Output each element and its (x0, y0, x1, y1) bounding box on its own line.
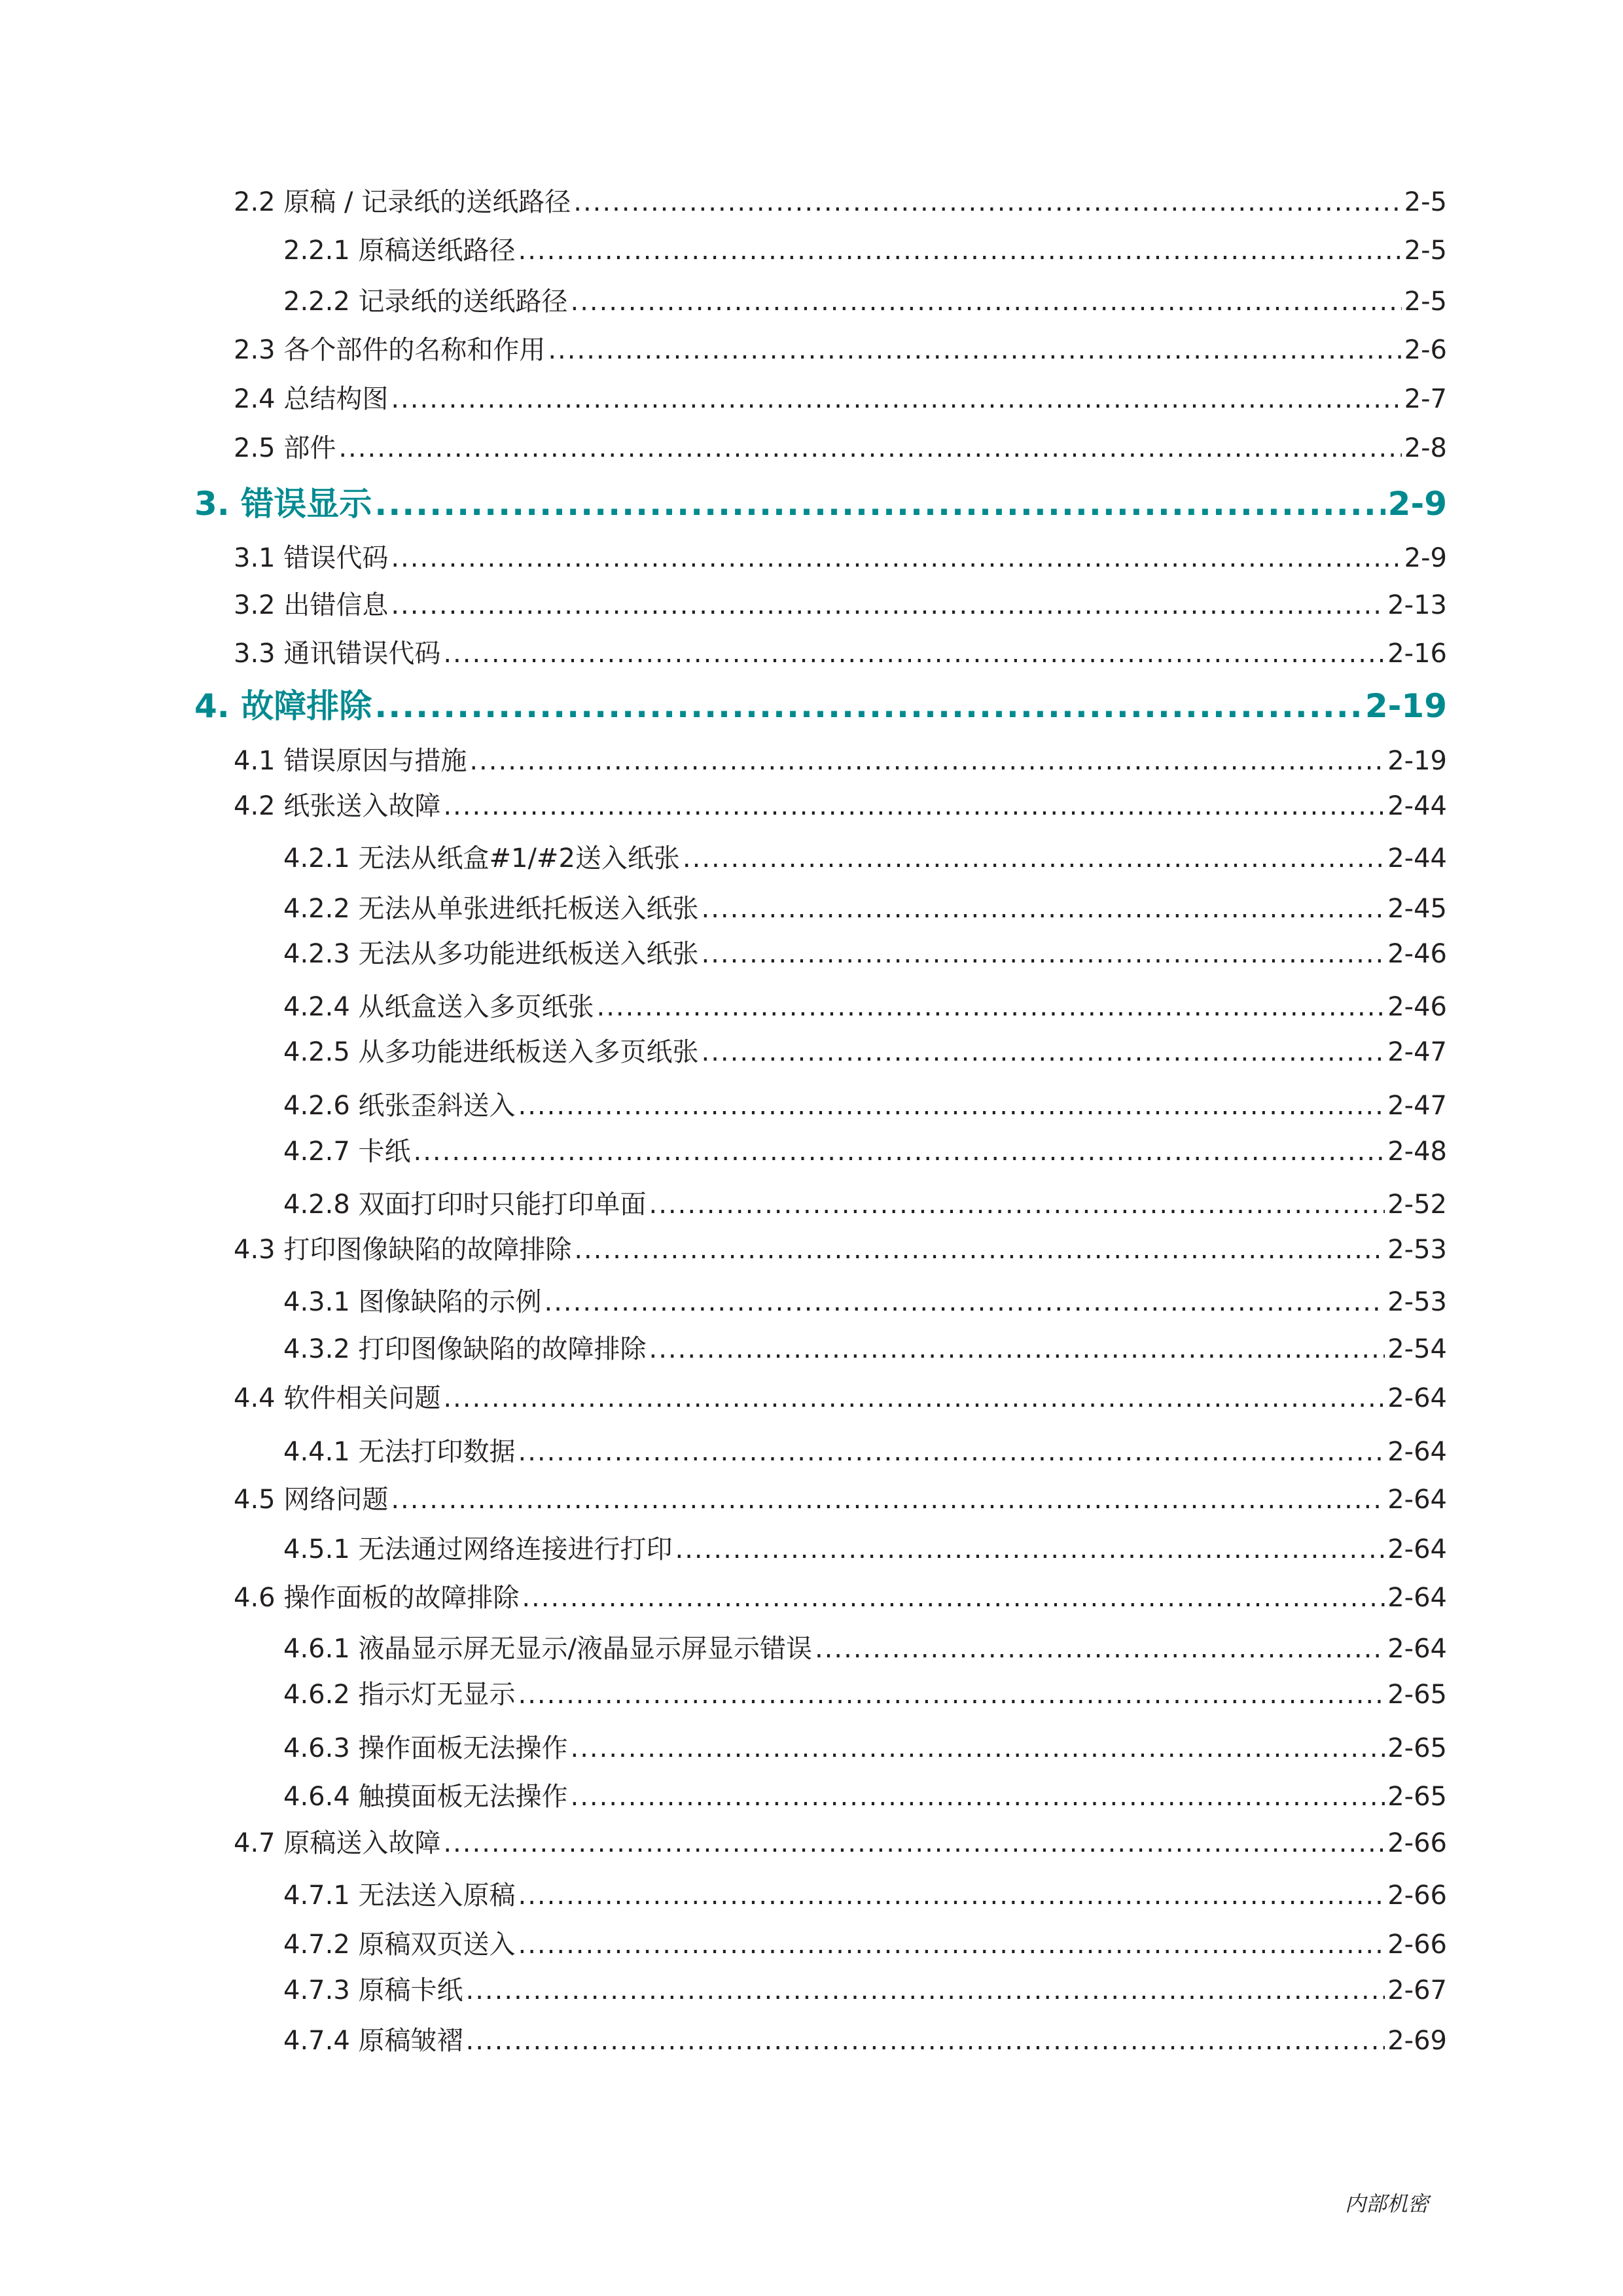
dot-leader (815, 1629, 1385, 1669)
dot-leader (597, 987, 1385, 1027)
toc-entry[interactable] (283, 1282, 1447, 1322)
dot-leader (518, 1876, 1385, 1915)
toc-entry-title: 3.3 通讯错误代码 (234, 639, 441, 669)
toc-entry-title: 4.2.7 卡纸 (283, 1137, 411, 1167)
toc-entry-title: 4.7.2 原稿双页送入 (283, 1930, 516, 1960)
dot-leader (443, 1824, 1385, 1863)
toc-entry[interactable] (234, 786, 1447, 826)
toc-entry-page-number: 2-46 (1387, 992, 1447, 1022)
dot-leader (574, 1230, 1385, 1269)
toc-entry[interactable] (234, 1379, 1447, 1418)
toc-entry[interactable] (234, 380, 1447, 419)
dot-leader (675, 1530, 1385, 1569)
toc-entry-title: 4.7.4 原稿皱褶 (283, 2026, 463, 2056)
dot-leader (683, 839, 1385, 878)
toc-entry-title: 4.2.8 双面打印时只能打印单面 (283, 1190, 647, 1220)
toc-entry-title: 4.3.1 图像缺陷的示例 (283, 1287, 542, 1317)
toc-entry-title: 2.3 各个部件的名称和作用 (234, 335, 546, 365)
toc-entry-page-number: 2-5 (1404, 287, 1447, 317)
dot-leader (391, 1480, 1385, 1519)
toc-entry[interactable] (283, 1729, 1447, 1768)
toc-entry-title: 4.4 软件相关问题 (234, 1383, 441, 1413)
toc-entry-title: 2.2 原稿 / 记录纸的送纸路径 (234, 187, 571, 217)
dot-leader (518, 1432, 1385, 1472)
toc-entry-title: 4.6.3 操作面板无法操作 (283, 1733, 568, 1763)
toc-entry-page-number: 2-54 (1387, 1334, 1447, 1364)
dot-leader (649, 1185, 1385, 1224)
toc-entry[interactable] (234, 1230, 1447, 1269)
toc-entry[interactable] (234, 183, 1447, 222)
toc-entry-page-number: 2-66 (1387, 1828, 1447, 1858)
toc-entry[interactable] (234, 1824, 1447, 1863)
toc-entry-title: 4.6.2 指示灯无显示 (283, 1680, 516, 1710)
dot-leader (391, 539, 1401, 578)
toc-entry[interactable] (283, 1530, 1447, 1569)
toc-entry[interactable] (234, 539, 1447, 578)
toc-entry[interactable] (283, 1132, 1447, 1171)
toc-entry-page-number: 2-19 (1364, 687, 1447, 725)
toc-entry-page-number: 2-7 (1404, 384, 1447, 414)
toc-entry-title: 4.7.3 原稿卡纸 (283, 1975, 463, 2005)
toc-entry-title: 4.4.1 无法打印数据 (283, 1437, 516, 1467)
toc-entry-title: 3. 错误显示 (194, 485, 372, 523)
toc-entry[interactable] (283, 282, 1447, 321)
dot-leader (571, 282, 1402, 321)
toc-entry-page-number: 2-9 (1404, 543, 1447, 573)
toc-entry[interactable] (234, 330, 1447, 370)
dot-leader (443, 634, 1385, 673)
dot-leader (571, 1729, 1385, 1768)
toc-entry-page-number: 2-45 (1387, 894, 1447, 924)
dot-leader (391, 380, 1401, 419)
dot-leader (548, 330, 1401, 370)
toc-entry-page-number: 2-44 (1387, 843, 1447, 874)
toc-entry-page-number: 2-52 (1387, 1190, 1447, 1220)
toc-entry-page-number: 2-53 (1387, 1287, 1447, 1317)
toc-entry-page-number: 2-65 (1387, 1782, 1447, 1812)
toc-chapter-entry[interactable] (194, 683, 1447, 729)
toc-entry-page-number: 2-65 (1387, 1733, 1447, 1763)
toc-entry-title: 3.2 出错信息 (234, 590, 389, 620)
toc-entry-title: 4.2.4 从纸盒送入多页纸张 (283, 992, 594, 1022)
toc-entry[interactable] (283, 1086, 1447, 1125)
toc-entry-page-number: 2-67 (1387, 1975, 1447, 2005)
toc-entry-title: 4.1 错误原因与措施 (234, 746, 467, 776)
dot-leader (573, 183, 1401, 222)
toc-entry-page-number: 2-44 (1387, 791, 1447, 821)
dot-leader (702, 934, 1385, 974)
toc-entry-title: 4.7.1 无法送入原稿 (283, 1881, 516, 1911)
toc-entry-page-number: 2-16 (1387, 639, 1447, 669)
toc-entry-title: 2.2.1 原稿送纸路径 (283, 236, 516, 266)
dot-leader (518, 231, 1402, 270)
toc-entry-title: 4.2.6 纸张歪斜送入 (283, 1091, 516, 1121)
dot-leader (518, 1675, 1385, 1714)
toc-entry-page-number: 2-66 (1387, 1930, 1447, 1960)
dot-leader (374, 481, 1385, 527)
toc-entry-page-number: 2-47 (1387, 1091, 1447, 1121)
toc-chapter-entry[interactable] (194, 481, 1447, 527)
toc-entry-page-number: 2-64 (1387, 1383, 1447, 1413)
dot-leader (702, 1033, 1385, 1072)
toc-entry-page-number: 2-66 (1387, 1881, 1447, 1911)
toc-entry-title: 4. 故障排除 (194, 687, 372, 725)
toc-entry-page-number: 2-47 (1387, 1037, 1447, 1067)
toc-entry-page-number: 2-64 (1387, 1437, 1447, 1467)
toc-entry[interactable] (283, 1876, 1447, 1915)
toc-entry-page-number: 2-6 (1404, 335, 1447, 365)
dot-leader (518, 1086, 1385, 1125)
toc-entry-page-number: 2-64 (1387, 1583, 1447, 1613)
toc-entry[interactable] (283, 2021, 1447, 2060)
dot-leader (338, 429, 1401, 468)
dot-leader (522, 1578, 1385, 1617)
toc-entry-page-number: 2-64 (1387, 1634, 1447, 1664)
toc-entry-page-number: 2-48 (1387, 1137, 1447, 1167)
toc-entry[interactable] (283, 1330, 1447, 1369)
dot-leader (443, 1379, 1385, 1418)
toc-entry[interactable] (283, 1777, 1447, 1816)
toc-entry[interactable] (283, 231, 1447, 270)
dot-leader (466, 1971, 1385, 2010)
toc-entry-title: 4.2.5 从多功能进纸板送入多页纸张 (283, 1037, 699, 1067)
toc-entry-page-number: 2-64 (1387, 1534, 1447, 1564)
toc-entry[interactable] (283, 1971, 1447, 2010)
dot-leader (544, 1282, 1385, 1322)
dot-leader (469, 741, 1385, 781)
dot-leader (466, 2021, 1385, 2060)
toc-entry-title: 3.1 错误代码 (234, 543, 389, 573)
dot-leader (649, 1330, 1385, 1369)
toc-entry[interactable] (234, 634, 1447, 673)
toc-entry-title: 4.5 网络问题 (234, 1485, 389, 1515)
toc-entry[interactable] (283, 1675, 1447, 1714)
toc-entry-title: 4.2.2 无法从单张进纸托板送入纸张 (283, 894, 699, 924)
toc-entry-title: 4.2 纸张送入故障 (234, 791, 441, 821)
toc-entry-title: 4.7 原稿送入故障 (234, 1828, 441, 1858)
toc-entry[interactable] (234, 429, 1447, 468)
toc-entry[interactable] (234, 586, 1447, 625)
toc-entry-page-number: 2-64 (1387, 1485, 1447, 1515)
toc-entry[interactable] (283, 1629, 1447, 1669)
dot-leader (518, 1925, 1385, 1964)
toc-entry[interactable] (234, 1578, 1447, 1617)
toc-entry-title: 4.3.2 打印图像缺陷的故障排除 (283, 1334, 647, 1364)
toc-entry-title: 4.2.3 无法从多功能进纸板送入纸张 (283, 939, 699, 969)
toc-entry[interactable] (283, 1033, 1447, 1072)
toc-entry-title: 4.6.1 液晶显示屏无显示/液晶显示屏显示错误 (283, 1634, 812, 1664)
dot-leader (571, 1777, 1385, 1816)
toc-entry-page-number: 2-9 (1387, 485, 1447, 523)
confidential-label: 内部机密 (1345, 2191, 1429, 2216)
toc-entry-title: 4.5.1 无法通过网络连接进行打印 (283, 1534, 673, 1564)
dot-leader (374, 683, 1363, 729)
toc-entry-title: 4.6 操作面板的故障排除 (234, 1583, 520, 1613)
toc-entry-title: 2.4 总结构图 (234, 384, 389, 414)
toc-entry[interactable] (283, 889, 1447, 928)
toc-entry[interactable] (283, 839, 1447, 878)
toc-entry-title: 2.5 部件 (234, 433, 336, 463)
toc-entry[interactable] (283, 934, 1447, 974)
dot-leader (443, 786, 1385, 826)
toc-entry-page-number: 2-69 (1387, 2026, 1447, 2056)
toc-entry-title: 2.2.2 记录纸的送纸路径 (283, 287, 568, 317)
toc-entry-page-number: 2-65 (1387, 1680, 1447, 1710)
dot-leader (391, 586, 1385, 625)
toc-entry-page-number: 2-13 (1387, 590, 1447, 620)
toc-entry-title: 4.3 打印图像缺陷的故障排除 (234, 1235, 572, 1265)
toc-entry-page-number: 2-5 (1404, 187, 1447, 217)
toc-entry-page-number: 2-19 (1387, 746, 1447, 776)
toc-entry-title: 4.6.4 触摸面板无法操作 (283, 1782, 568, 1812)
dot-leader (702, 889, 1385, 928)
toc-entry[interactable] (283, 1432, 1447, 1472)
toc-entry-page-number: 2-53 (1387, 1235, 1447, 1265)
toc-entry[interactable] (283, 1185, 1447, 1224)
toc-entry[interactable] (234, 741, 1447, 781)
dot-leader (414, 1132, 1385, 1171)
toc-entry-title: 4.2.1 无法从纸盒#1/#2送入纸张 (283, 843, 680, 874)
toc-entry-page-number: 2-8 (1404, 433, 1447, 463)
toc-entry[interactable] (234, 1480, 1447, 1519)
toc-entry-page-number: 2-5 (1404, 236, 1447, 266)
toc-entry-page-number: 2-46 (1387, 939, 1447, 969)
toc-entry[interactable] (283, 1925, 1447, 1964)
toc-entry[interactable] (283, 987, 1447, 1027)
